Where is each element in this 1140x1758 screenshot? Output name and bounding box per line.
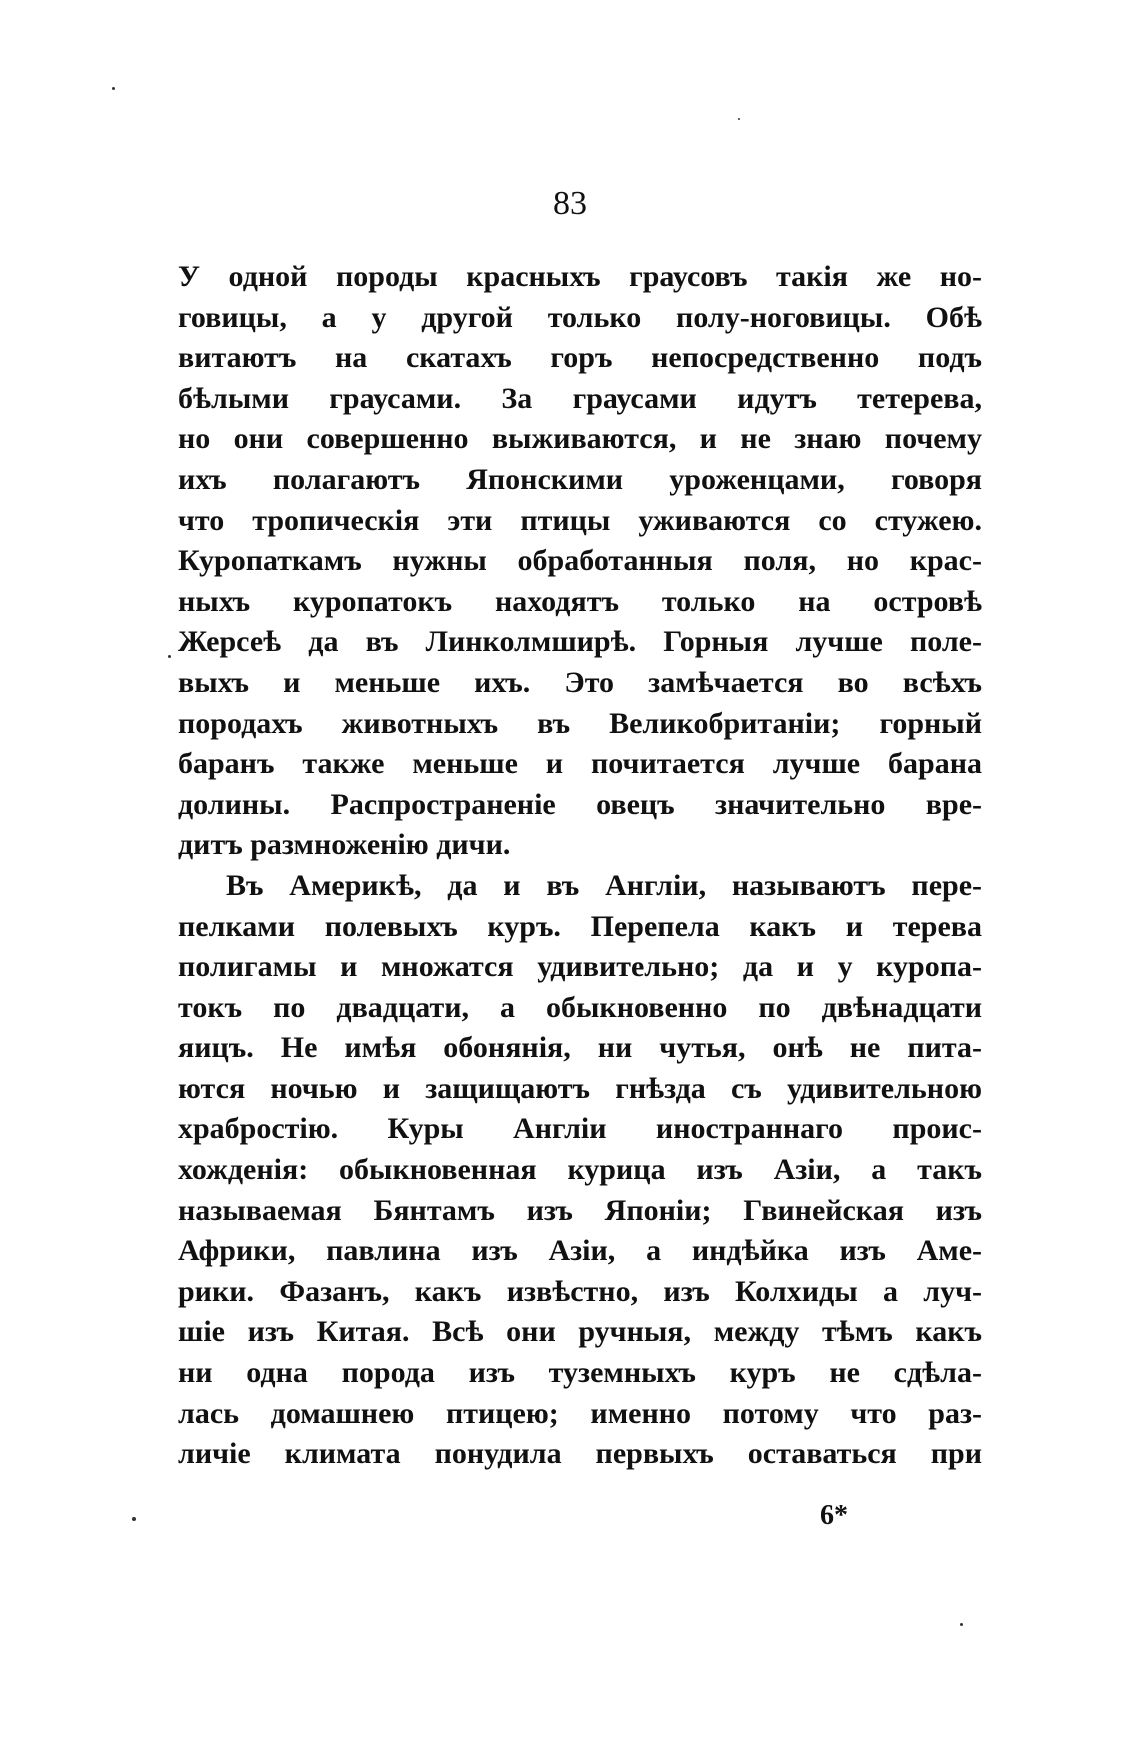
text-line: бѣлыми граусами. За граусами идутъ тетерева, xyxy=(178,381,982,415)
text-line: Африки, павлина изъ Азіи, а индѣйка изъ Аме- xyxy=(178,1234,982,1268)
text-line: породахъ животныхъ въ Великобританіи; горный xyxy=(178,706,982,740)
signature-mark: 6* xyxy=(820,1500,848,1531)
body-text xyxy=(178,257,982,1475)
text-line: токъ по двадцати, а обыкновенно по двѣнадцати xyxy=(178,990,982,1024)
text-line: храбростію. Куры Англіи иностраннаго проис- xyxy=(178,1112,982,1146)
scan-speck xyxy=(960,1623,963,1626)
scan-speck xyxy=(168,655,171,658)
text-line: рики. Фазанъ, какъ извѣстно, изъ Колхиды а луч- xyxy=(178,1274,982,1308)
text-line: Куропаткамъ нужны обработанныя поля, но крас- xyxy=(178,544,982,578)
text-line: пелками полевыхъ куръ. Перепела какъ и терева xyxy=(178,909,982,943)
text-line: личіе климата понудила первыхъ оставаться при xyxy=(178,1437,982,1471)
text-line: яицъ. Не имѣя обонянія, ни чутья, онѣ не пита- xyxy=(178,1031,982,1065)
text-line: Въ Америкѣ, да и въ Англіи, называютъ пере- xyxy=(226,868,982,902)
text-line: витаютъ на скатахъ горъ непосредственно подъ xyxy=(178,341,982,375)
text-line: ихъ полагаютъ Японскими уроженцами, говоря xyxy=(178,462,982,496)
text-line: дитъ размноженію дичи. xyxy=(178,828,511,862)
text-line: лась домашнею птицею; именно потому что раз- xyxy=(178,1396,982,1430)
text-line: ныхъ куропатокъ находятъ только на островѣ xyxy=(178,584,982,618)
text-line: называемая Бянтамъ изъ Японіи; Гвинейская изъ xyxy=(178,1193,982,1227)
scan-speck xyxy=(132,1517,136,1521)
text-line: хожденія: обыкновенная курица изъ Азіи, а такъ xyxy=(178,1153,982,1187)
text-line: Жерсеѣ да въ Линколмширѣ. Горныя лучше поле- xyxy=(178,625,982,659)
text-line: что тропическія эти птицы уживаются со стужею. xyxy=(178,503,982,537)
text-line: У одной породы красныхъ граусовъ такія же но- xyxy=(178,260,982,293)
text-line: шіе изъ Китая. Всѣ они ручныя, между тѣмъ какъ xyxy=(178,1315,982,1349)
text-line: долины. Распространеніе овецъ значительно вре- xyxy=(178,787,982,821)
text-line: ни одна порода изъ туземныхъ куръ не сдѣла- xyxy=(178,1356,982,1390)
text-line: говицы, а у другой только полу-ноговицы. Обѣ xyxy=(178,300,982,334)
text-line: баранъ также меньше и почитается лучше барана xyxy=(178,747,982,781)
text-line: выхъ и меньше ихъ. Это замѣчается во всѣхъ xyxy=(178,665,982,699)
page-number: 83 xyxy=(553,185,587,222)
scan-speck xyxy=(112,87,115,90)
scan-speck xyxy=(738,118,740,120)
text-line: ются ночью и защищаютъ гнѣзда съ удивительною xyxy=(178,1071,982,1105)
text-line: но они совершенно выживаются, и не знаю почему xyxy=(178,422,982,456)
text-line: полигамы и множатся удивительно; да и у куропа- xyxy=(178,950,982,984)
